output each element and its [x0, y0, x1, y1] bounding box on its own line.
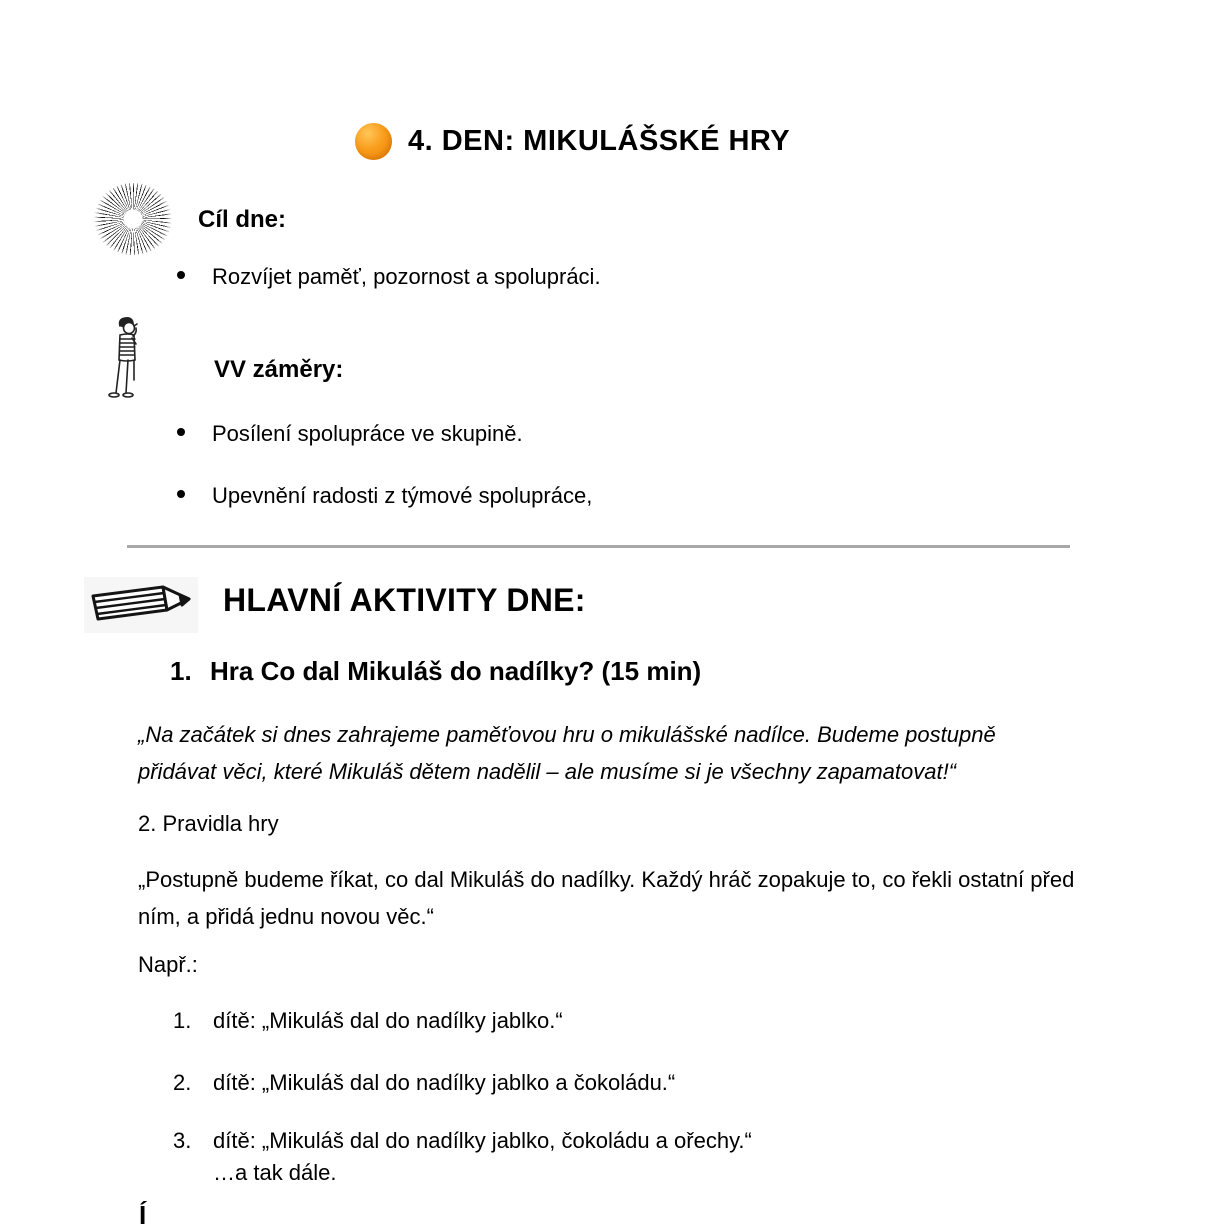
activity-intro-quote: „Na začátek si dnes zahrajeme paměťovou hru o mikulášské nadílce. Budeme postupně přidávat věci, které Mikuláš dětem nadělil – ale musíme si je všechny zapamatovat!“ — [138, 722, 996, 784]
page-title: 4. DEN: MIKULÁŠSKÉ HRY — [408, 125, 791, 157]
starburst-icon — [94, 183, 172, 255]
main-activities-heading: HLAVNÍ AKTIVITY DNE: — [223, 582, 586, 618]
item-text: dítě: „Mikuláš dal do nadílky jablko a čokoládu.“ — [213, 1070, 676, 1095]
item-text: dítě: „Mikuláš dal do nadílky jablko, čokoládu a ořechy.“ — [213, 1128, 752, 1153]
list-item — [173, 1067, 1153, 1099]
list-item — [177, 262, 1157, 292]
item-text: dítě: „Mikuláš dal do nadílky jablko.“ — [213, 1008, 563, 1033]
orange-circle-icon — [355, 123, 392, 160]
vv-heading: VV záměry: — [214, 356, 344, 383]
bullet-icon — [177, 271, 185, 279]
activity-title: Hra Co dal Mikuláš do nadílky? (15 min) — [210, 656, 702, 686]
list-item — [173, 1005, 1153, 1037]
cutoff-next-heading: Í — [139, 1200, 147, 1230]
item-number: 2. — [173, 1070, 192, 1095]
goal-bullet-text: Rozvíjet paměť, pozornost a spolupráci. — [212, 264, 601, 289]
list-item — [173, 1125, 1183, 1189]
activity-heading — [170, 656, 701, 687]
rules-heading: 2. Pravidla hry — [138, 811, 279, 836]
rules-quote: „Postupně budeme říkat, co dal Mikuláš do nadílky. Každý hráč zopakuje to, co řekli ostatní před ním, a přidá jednu novou věc.“ — [138, 867, 1075, 929]
bullet-icon — [177, 490, 185, 498]
pencil-icon — [84, 577, 198, 633]
item-suffix: …a tak dále. — [213, 1160, 337, 1185]
person-icon — [106, 316, 150, 407]
vv-bullet-text: Upevnění radosti z týmové spolupráce, — [212, 483, 593, 508]
item-number: 3. — [173, 1128, 192, 1153]
section-divider — [127, 545, 1070, 548]
item-text-block — [213, 1125, 752, 1189]
goal-heading: Cíl dne: — [198, 206, 286, 233]
list-item — [177, 481, 1157, 511]
item-number: 1. — [173, 1008, 192, 1033]
vv-bullet-text: Posílení spolupráce ve skupině. — [212, 421, 523, 446]
activity-number: 1. — [170, 656, 192, 686]
page-title-row — [355, 123, 790, 160]
bullet-icon — [177, 428, 185, 436]
list-item — [177, 419, 1157, 449]
example-label: Např.: — [138, 952, 198, 977]
